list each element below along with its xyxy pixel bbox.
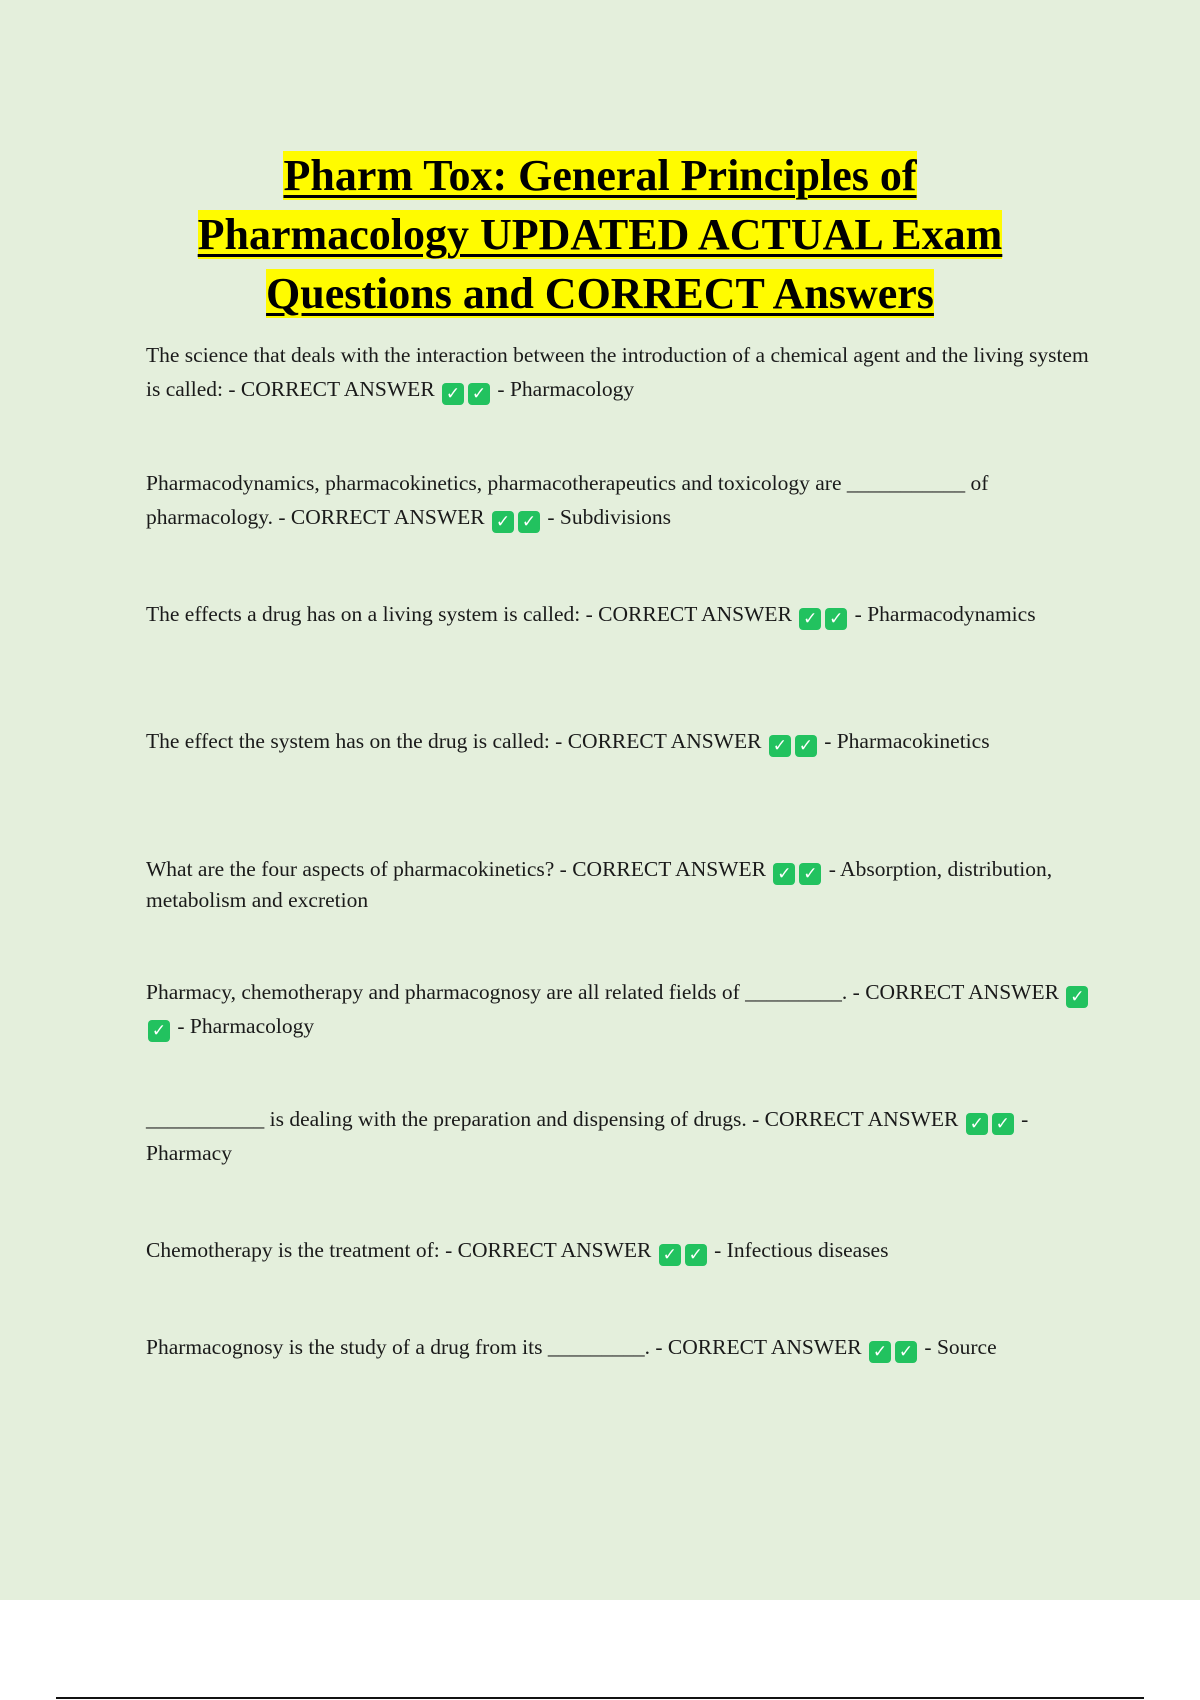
- title-line-3: Questions and CORRECT Answers: [266, 269, 934, 318]
- question-text: Pharmacodynamics, pharmacokinetics, pharmacotherapeutics and toxicology are ___________ of pharmacology. - CORRECT ANSWER: [146, 471, 989, 529]
- qa-item: [146, 975, 1096, 1043]
- check-mark-icon: ✓: [992, 1113, 1014, 1135]
- question-text: The science that deals with the interaction between the introduction of a chemical agent and the living system is called: - CORRECT ANSWER: [146, 343, 1089, 401]
- question-text: What are the four aspects of pharmacokinetics? - CORRECT ANSWER: [146, 857, 766, 881]
- answer-text: - Subdivisions: [547, 505, 672, 529]
- check-mark-icon: ✓: [825, 608, 847, 630]
- check-mark-icon: ✓: [148, 1020, 170, 1042]
- question-text: Pharmacognosy is the study of a drug from its _________. - CORRECT ANSWER: [146, 1335, 862, 1359]
- check-mark-icon: ✓: [685, 1244, 707, 1266]
- qa-item: [146, 854, 1096, 915]
- question-text: The effect the system has on the drug is called: - CORRECT ANSWER: [146, 729, 762, 753]
- answer-text: - Pharmacology: [177, 1014, 315, 1038]
- check-mark-icon: ✓: [1066, 986, 1088, 1008]
- check-mark-icon: ✓: [799, 863, 821, 885]
- qa-item: [146, 338, 1096, 406]
- check-mark-icon: ✓: [795, 735, 817, 757]
- qa-item: [146, 599, 1096, 630]
- title-line-1: Pharm Tox: General Principles of: [283, 151, 917, 200]
- qa-item: [146, 1102, 1096, 1170]
- check-mark-icon: ✓: [468, 383, 490, 405]
- answer-text: - Pharmacokinetics: [824, 729, 990, 753]
- check-mark-icon: ✓: [518, 511, 540, 533]
- answer-text: - Pharmacodynamics: [854, 602, 1036, 626]
- check-mark-icon: ✓: [895, 1341, 917, 1363]
- check-mark-icon: ✓: [442, 383, 464, 405]
- answer-text: - Absorption, distribution, metabolism and excretion: [146, 857, 1053, 912]
- title-line-2: Pharmacology UPDATED ACTUAL Exam: [197, 210, 1003, 259]
- answer-text: - Source: [924, 1335, 997, 1359]
- qa-item: [146, 466, 1096, 534]
- qa-item: [146, 1330, 1096, 1364]
- check-mark-icon: ✓: [799, 608, 821, 630]
- answer-text: - Pharmacy: [146, 1107, 1029, 1165]
- check-mark-icon: ✓: [769, 735, 791, 757]
- check-mark-icon: ✓: [659, 1244, 681, 1266]
- check-mark-icon: ✓: [869, 1341, 891, 1363]
- question-text: Pharmacy, chemotherapy and pharmacognosy are all related fields of _________. - CORRECT ANSWER: [146, 980, 1059, 1004]
- check-mark-icon: ✓: [492, 511, 514, 533]
- qa-item: [146, 726, 1096, 757]
- qa-item: [146, 1233, 1096, 1267]
- answer-text: - Pharmacology: [497, 377, 635, 401]
- question-text: The effects a drug has on a living system is called: - CORRECT ANSWER: [146, 602, 792, 626]
- question-text: Chemotherapy is the treatment of: - CORRECT ANSWER: [146, 1238, 652, 1262]
- answer-text: - Infectious diseases: [714, 1238, 889, 1262]
- document-title: [100, 146, 1100, 323]
- question-text: ___________ is dealing with the preparation and dispensing of drugs. - CORRECT ANSWER: [146, 1107, 959, 1131]
- footer-divider: [56, 1697, 1144, 1699]
- check-mark-icon: ✓: [773, 863, 795, 885]
- check-mark-icon: ✓: [966, 1113, 988, 1135]
